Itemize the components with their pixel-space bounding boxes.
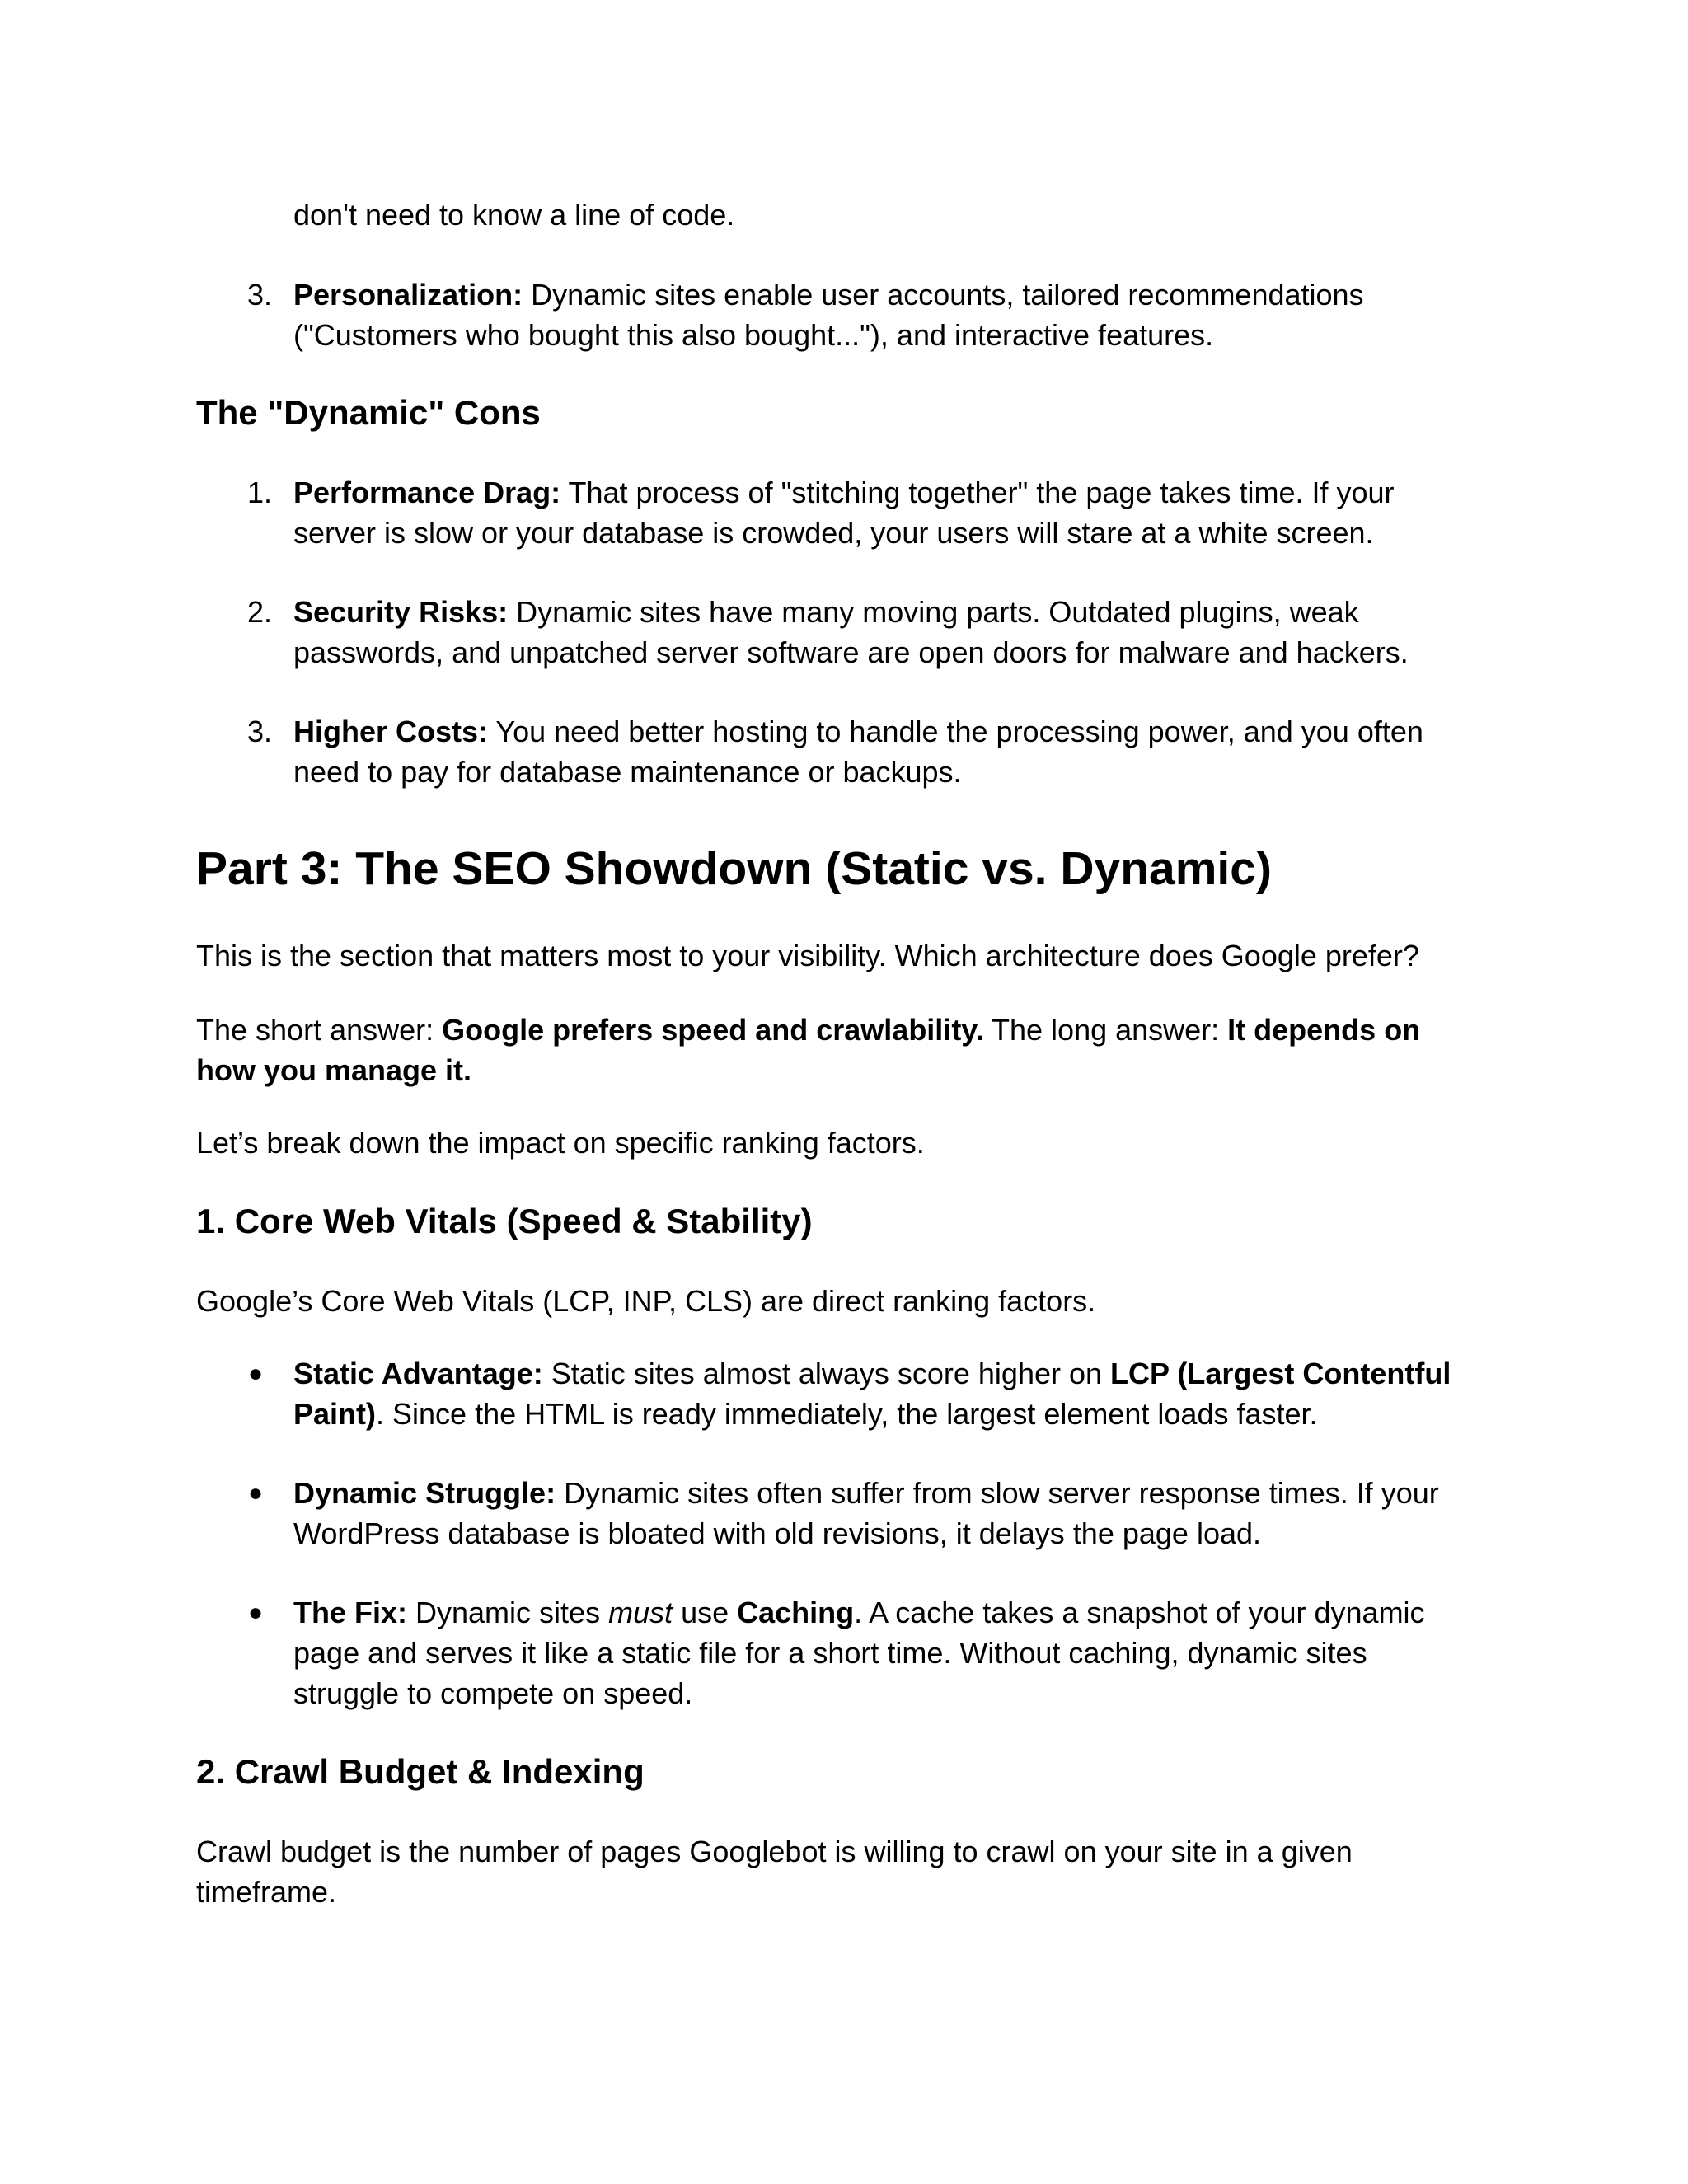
long-answer-prefix: The long answer:	[983, 1013, 1228, 1047]
list-item-label: Personalization:	[293, 278, 523, 312]
list-item-performance-drag	[293, 472, 1395, 513]
bullet-bold: LCP (Largest Contentful	[1110, 1357, 1451, 1390]
list-number: 3.	[246, 278, 272, 312]
bullet-icon: ●	[247, 1360, 264, 1387]
bullet-label: Dynamic Struggle:	[293, 1476, 556, 1510]
bullet-the-fix-line3: struggle to compete on speed.	[293, 1676, 693, 1710]
section2-paragraph: Crawl budget is the number of pages Googlebot is willing to crawl on your site in a given	[196, 1835, 1353, 1868]
intro-continuation: don't need to know a line of code.	[293, 198, 735, 232]
list-item-personalization	[293, 274, 1364, 315]
breakdown-paragraph: Let’s break down the impact on specific ranking factors.	[196, 1126, 925, 1160]
list-item-text-line2: passwords, and unpatched server software are open doors for malware and hackers.	[293, 635, 1409, 669]
list-item-security-risks	[293, 592, 1359, 632]
list-item-label: Higher Costs:	[293, 715, 489, 748]
bullet-icon: ●	[247, 1599, 264, 1626]
bullet-dynamic-struggle-line2: WordPress database is bloated with old revisions, it delays the page load.	[293, 1516, 1262, 1550]
section1-intro: Google’s Core Web Vitals (LCP, INP, CLS) are direct ranking factors.	[196, 1284, 1096, 1318]
bullet-label: Static Advantage:	[293, 1357, 543, 1390]
bullet-text: use	[673, 1596, 738, 1629]
bullet-bold: Caching	[737, 1596, 855, 1629]
list-item-text-line2: ("Customers who bought this also bought..."), and interactive features.	[293, 318, 1214, 352]
bullet-text: Dynamic sites	[407, 1596, 609, 1629]
bullet-dynamic-struggle	[293, 1473, 1439, 1513]
list-number: 3.	[246, 715, 272, 748]
list-item-text: You need better hosting to handle the processing power, and you often	[488, 715, 1423, 748]
bullet-bold-line2: Paint)	[293, 1397, 377, 1431]
list-item-text: Dynamic sites have many moving parts. Outdated plugins, weak	[508, 595, 1359, 629]
short-answer	[196, 1010, 1420, 1050]
bullet-italic: must	[608, 1596, 673, 1629]
long-answer-bold-line2: how you manage it.	[196, 1053, 472, 1087]
bullet-text: Static sites almost always score higher on	[542, 1357, 1111, 1390]
list-item-text: Dynamic sites enable user accounts, tailored recommendations	[523, 278, 1364, 312]
bullet-static-advantage-line2	[293, 1394, 1318, 1434]
bullet-the-fix-line2: page and serves it like a static file for a short time. Without caching, dynamic sites	[293, 1636, 1367, 1670]
section1-heading: 1. Core Web Vitals (Speed & Stability)	[196, 1202, 813, 1240]
bullet-static-advantage	[293, 1353, 1451, 1394]
list-number: 1.	[246, 476, 272, 509]
list-item-label: Security Risks:	[293, 595, 509, 629]
list-number: 2.	[246, 595, 272, 629]
list-item-text: That process of "stitching together" the page takes time. If your	[560, 476, 1395, 509]
list-item-text-line2: need to pay for database maintenance or backups.	[293, 755, 962, 789]
bullet-the-fix	[293, 1592, 1425, 1633]
bullet-icon: ●	[247, 1479, 264, 1507]
section2-paragraph-line2: timeframe.	[196, 1875, 337, 1909]
bullet-text: Dynamic sites often suffer from slow server response times. If your	[556, 1476, 1439, 1510]
bullet-text-line2: . Since the HTML is ready immediately, the largest element loads faster.	[376, 1397, 1318, 1431]
short-answer-bold: Google prefers speed and crawlability.	[442, 1013, 984, 1047]
part3-intro: This is the section that matters most to your visibility. Which architecture does Google prefer?	[196, 939, 1419, 972]
part3-heading: Part 3: The SEO Showdown (Static vs. Dynamic)	[196, 842, 1272, 895]
list-item-label: Performance Drag:	[293, 476, 561, 509]
bullet-text: . A cache takes a snapshot of your dynamic	[854, 1596, 1425, 1629]
list-item-text-line2: server is slow or your database is crowded, your users will stare at a white screen.	[293, 516, 1374, 550]
cons-heading: The "Dynamic" Cons	[196, 393, 541, 432]
section2-heading: 2. Crawl Budget & Indexing	[196, 1752, 645, 1791]
long-answer-bold: It depends on	[1227, 1013, 1421, 1047]
bullet-label: The Fix:	[293, 1596, 408, 1629]
short-answer-prefix: The short answer:	[196, 1013, 443, 1047]
short-answer-line2	[196, 1050, 471, 1090]
list-item-higher-costs	[293, 711, 1423, 752]
